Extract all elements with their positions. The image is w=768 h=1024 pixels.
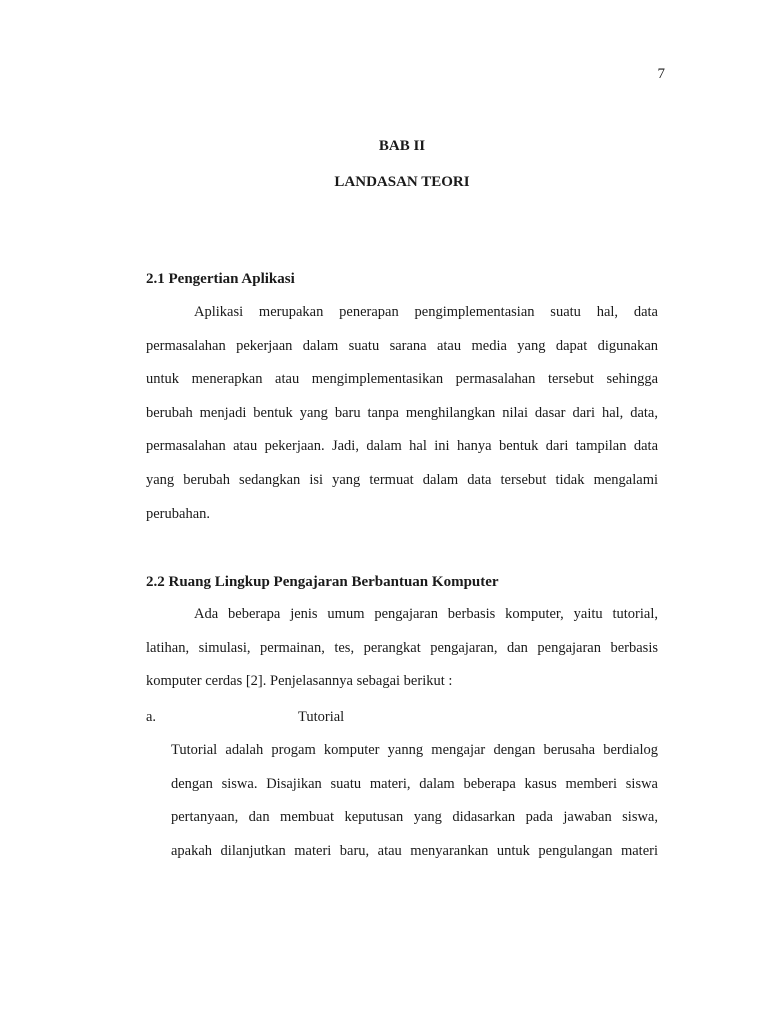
paragraph-line: komputer cerdas [2]. Penjelasannya sebagai berikut : — [146, 673, 453, 690]
paragraph-line: Tutorial adalah progam komputer yanng mengajar dengan berusaha berdialog — [171, 742, 658, 758]
paragraph-line: permasalahan pekerjaan dalam suatu sarana atau media yang dapat digunakan — [146, 337, 658, 354]
paragraph-line: pertanyaan, dan membuat keputusan yang didasarkan pada jawaban siswa, — [171, 809, 658, 826]
paragraph-line: Aplikasi merupakan penerapan pengimplementasian suatu hal, data — [194, 304, 658, 320]
paragraph-line: yang berubah sedangkan isi yang termuat dalam data tersebut tidak mengalami — [146, 471, 658, 488]
paragraph-line: dengan siswa. Disajikan suatu materi, dalam beberapa kasus memberi siswa — [171, 775, 658, 792]
paragraph-line: Ada beberapa jenis umum pengajaran berbasis komputer, yaitu tutorial, — [194, 606, 658, 622]
section-2-1-paragraph — [146, 296, 658, 531]
paragraph-line: perubahan. — [146, 505, 211, 522]
paragraph-line: apakah dilanjutkan materi baru, atau menyarankan untuk pengulangan materi — [171, 842, 658, 859]
list-item-body — [171, 734, 658, 868]
paragraph-line: untuk menerapkan atau mengimplementasikan permasalahan tersebut sehingga — [146, 371, 658, 388]
paragraph-line: latihan, simulasi, permainan, tes, perangkat pengajaran, dan pengajaran berbasis — [146, 639, 658, 656]
section-heading-2-2: 2.2 Ruang Lingkup Pengajaran Berbantuan Komputer — [146, 574, 499, 590]
list-marker: a. — [146, 709, 157, 725]
chapter-label: BAB II — [378, 138, 426, 154]
section-heading-2-1: 2.1 Pengertian Aplikasi — [146, 271, 295, 287]
paragraph-line: berubah menjadi bentuk yang baru tanpa menghilangkan nilai dasar dari hal, data, — [146, 404, 658, 421]
list-item-title: Tutorial — [298, 709, 345, 725]
paragraph-line: permasalahan atau pekerjaan. Jadi, dalam hal ini hanya bentuk dari tampilan data — [146, 438, 658, 455]
section-2-2-paragraph — [146, 598, 658, 699]
page-number: 7 — [657, 66, 665, 82]
chapter-title: LANDASAN TEORI — [334, 174, 470, 190]
